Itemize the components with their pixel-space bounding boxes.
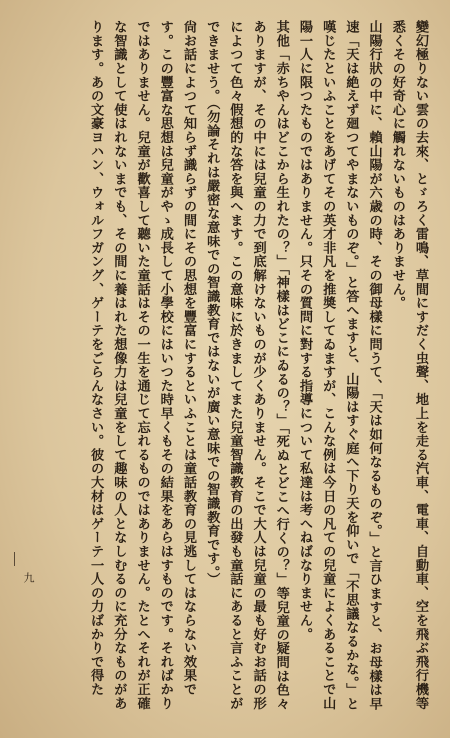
paragraph-1: 變幻極りない雲の去來、とゞろく雷鳴、草間にすだく虫聲、地上を走る汽車、電車、自動車、空を飛ぶ飛行機等悉くその好奇心に觸れないものはありません。: [389, 20, 428, 710]
paragraph-4: 尙お話によつて知らず識らずの間にその思想を豐富にするといふことは童話教育の見逃してはならない效果です。この豐富な思想は兒童がやゝ成長して小學校にはいつた時早くもその結果をあらはすものです。そればかりではありません。兒童が歡喜して聽いた童話はその一生を通じて忘れるものではありません。たとへそれが正確な智識として使はれないまでも、その間に養はれた想像力は兒童をして趣味の人となしむるのに充分なものがあります。あの文豪ヨハン、ウォルフガング、ゲーテをごらんなさい。彼の大材はゲーテ一人の力ばかりで得た: [88, 20, 196, 710]
page-number: 九: [22, 572, 35, 583]
body-text: [18, 20, 432, 720]
paragraph-2: 山陽行狀の中に、賴山陽が六歳の時、その御母樣に問うて、「天は如何なるものぞ。」と言ひますと、お母樣は早速「天は絶えず廻つてやまないものぞ。」と答へますと、山陽はすぐ庭へ下り天を仰いで「不思議なるかな。」と嘆じたといふことをあげてその英才非凡を推奬してゐますが、こんな例は今日の凡ての兒童によくあることで山陽一人に限つたものではありません。只その質問に對する指導について私達は考へねばなりません。: [296, 20, 382, 711]
page-number-rule: [14, 552, 15, 566]
paragraph-3: 其他「赤ちやんはどこから生れたの？」「神樣はどこにゐるの？」「死ぬとどこへ行くの？」等兒童の疑問は色々ありますが、その中には兒童の力で到底解けないものが少くありません。そこで大人は兒童の最も好むお話の形によつて色々假想的な答を與へます。この意味に於きましてまた兒童智識教育の出發も童話にあると言ふことができませう。（勿論それは嚴密な意味での智識教育ではないが廣い意味での智識教育です。）: [204, 20, 289, 711]
